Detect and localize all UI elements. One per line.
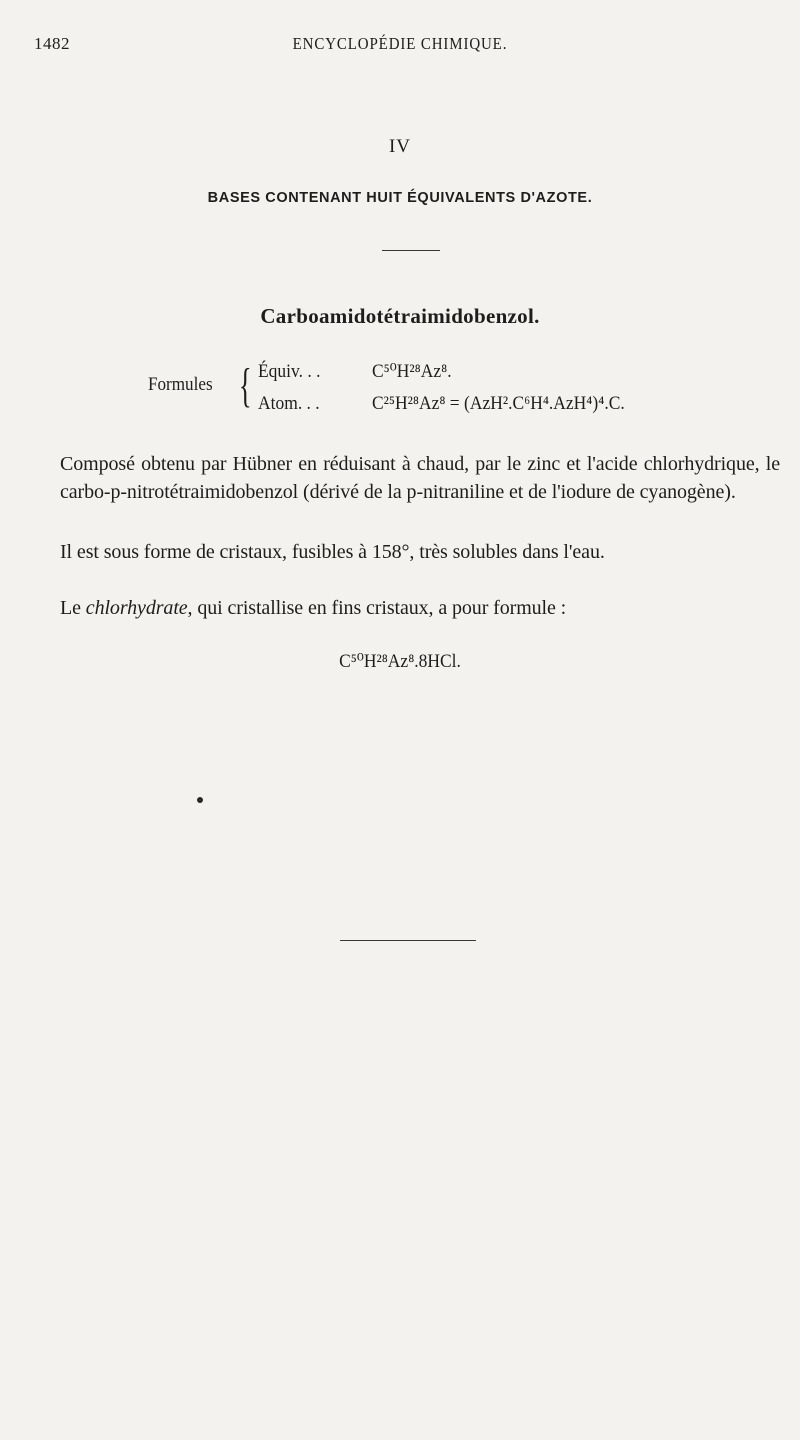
running-title: ENCYCLOPÉDIE CHIMIQUE.: [292, 34, 508, 53]
formulas-block: [148, 360, 708, 420]
formula-row-label: Équiv. . .: [258, 361, 321, 382]
paragraph-chlorhydrate: [60, 594, 780, 622]
page-number: 1482: [34, 34, 70, 53]
paragraph-properties: [60, 538, 780, 566]
paragraph-text-suffix: , qui cristallise en fins cristaux, a pour formule :: [187, 597, 567, 619]
formula-row-value: C⁵⁰H²⁸Az⁸.: [372, 361, 452, 382]
paragraph-text: Il est sous forme de cristaux, fusibles à 158°, très solubles dans l'eau.: [60, 541, 605, 563]
formula-row-atom: [258, 393, 647, 419]
formula-row-equiv: [258, 360, 458, 386]
chlorhydrate-formula: C⁵⁰H²⁸Az⁸.8HCl.: [339, 651, 461, 672]
paragraph-text: [60, 594, 780, 622]
paragraph-preparation: [60, 450, 780, 506]
formulas-label: Formules: [148, 374, 213, 395]
formula-row-label: Atom. . .: [258, 393, 320, 414]
brace-icon: {: [239, 359, 252, 412]
formula-row-value: C²⁵H²⁸Az⁸ = (AzH².C⁶H⁴.AzH⁴)⁴.C.: [372, 393, 625, 414]
compound-name: Carboamidotétraimidobenzol.: [260, 304, 540, 328]
running-head: [34, 34, 766, 58]
ink-dot: [197, 797, 203, 803]
paragraph-text: Composé obtenu par Hübner en réduisant à chaud, par le zinc et l'acide chlorhydrique, le carbo-p-nitrotétraimidobenzol (dérivé de la p-nitraniline et de l'iodure de cyanogène).: [60, 453, 780, 503]
end-rule: [340, 940, 476, 941]
section-numeral: IV: [388, 136, 412, 157]
chlorhydrate-term: chlorhydrate: [85, 597, 188, 619]
divider-rule: [382, 250, 440, 251]
section-title: BASES CONTENANT HUIT ÉQUIVALENTS D'AZOTE.: [207, 190, 593, 206]
paragraph-text-prefix: Le: [60, 597, 86, 619]
